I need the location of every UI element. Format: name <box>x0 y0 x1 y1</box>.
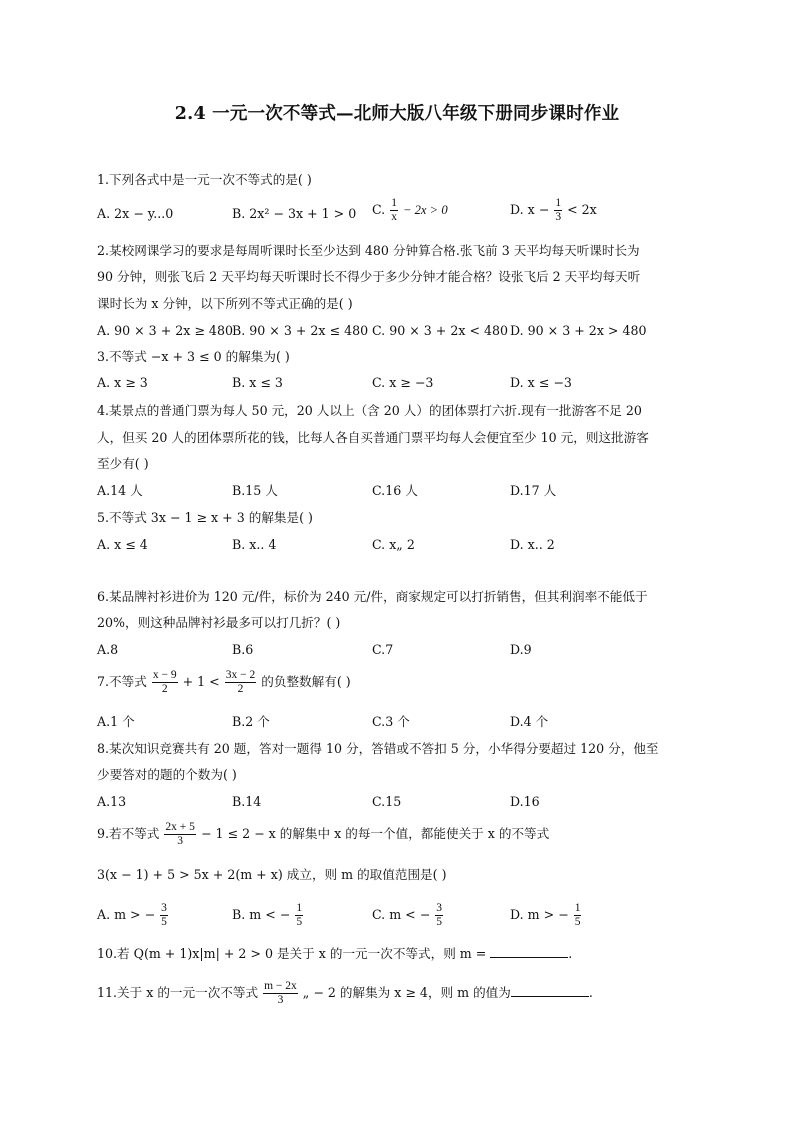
question-6-option-a: A.8 <box>97 642 119 657</box>
question-3-option-c: C. x ≥ −3 <box>372 375 434 390</box>
question-4-option-d: D.17 人 <box>510 483 557 498</box>
question-4-option-c: C.16 人 <box>372 483 418 498</box>
question-1-option-a: A. 2x − y...0 <box>97 206 174 221</box>
question-8-option-b: B.14 <box>232 794 262 809</box>
question-4-option-a: A.14 人 <box>97 483 143 498</box>
question-2-option-a: A. 90 × 3 + 2x ≥ 480 <box>97 323 233 338</box>
question-8-option-c: C.15 <box>372 794 402 809</box>
question-8-option-a: A.13 <box>97 794 127 809</box>
question-4-line-1: 4.某景点的普通门票为每人 50 元，20 人以上（含 20 人）的团体票打六折.现有一批游客不足 20 <box>97 403 642 418</box>
question-9-line-1: 9.若不等式 $\frac{2x + 5}{3}$ − 1 ≤ 2 − x 的解集中 x 的每一个值，都能使关于 x 的不等式 <box>97 821 550 847</box>
question-7-stem: 7.不等式 $\frac{x - 9}{2}$ + 1 < $\frac{3x - 2}{2}$ 的负整数解有( ) <box>97 669 351 695</box>
question-6-option-b: B.6 <box>232 642 254 657</box>
question-9-option-d: D. m > − $\frac{1}{5}$ <box>510 902 581 928</box>
question-3-option-b: B. x ≤ 3 <box>232 375 283 390</box>
question-7-option-a: A.1 个 <box>97 714 135 729</box>
question-11: 11.关于 x 的一元一次不等式 $\frac{m - 2x}{3}$ „ − 2 的解集为 x ≥ 4，则 m 的值为 . <box>97 980 593 1006</box>
page-title: 2.4 一元一次不等式—北师大版八年级下册同步课时作业 <box>174 104 620 124</box>
question-3-stem: 3.不等式 −x + 3 ≤ 0 的解集为( ) <box>97 349 290 364</box>
question-1-option-c: C. $\frac{1}{x}$ − 2x > 0 <box>372 197 448 223</box>
question-5-stem: 5.不等式 3x − 1 ≥ x + 3 的解集是( ) <box>97 510 313 525</box>
question-7-option-c: C.3 个 <box>372 714 410 729</box>
question-9-option-a: A. m > − $\frac{3}{5}$ <box>97 902 167 928</box>
question-5-option-c: C. x„ 2 <box>372 537 415 552</box>
question-6-option-c: C.7 <box>372 642 394 657</box>
answer-blank[interactable] <box>511 984 589 997</box>
question-7-option-d: D.4 个 <box>510 714 549 729</box>
question-2-line-1: 2.某校网课学习的要求是每周听课时长至少达到 480 分钟算合格.张飞前 3 天平均每天听课时长为 <box>97 243 640 258</box>
question-7-option-b: B.2 个 <box>232 714 270 729</box>
question-2-line-3: 课时长为 x 分钟，以下所列不等式正确的是( ) <box>97 296 353 311</box>
question-1-stem: 1.下列各式中是一元一次不等式的是( ) <box>97 172 312 187</box>
question-2-option-d: D. 90 × 3 + 2x > 480 <box>510 323 647 338</box>
question-9-line-2: 3(x − 1) + 5 > 5x + 2(m + x) 成立，则 m 的取值范围是( ) <box>97 867 447 882</box>
question-4-option-b: B.15 人 <box>232 483 278 498</box>
question-4-line-3: 至少有( ) <box>97 456 149 471</box>
question-9-option-c: C. m < − $\frac{3}{5}$ <box>372 902 443 928</box>
question-6-option-d: D.9 <box>510 642 532 657</box>
question-1-option-b: B. 2x² − 3x + 1 > 0 <box>232 206 357 221</box>
question-10: 10.若 Q(m + 1)x|m| + 2 > 0 是关于 x 的一元一次不等式，则 m = . <box>97 946 573 961</box>
question-8-line-1: 8.某次知识竞赛共有 20 题，答对一题得 10 分，答错或不答扣 5 分，小华得分要超过 120 分，他至 <box>97 741 659 756</box>
question-4-line-2: 人，但买 20 人的团体票所花的钱，比每人各自买普通门票平均每人会便宜至少 10 元，则这批游客 <box>97 430 649 445</box>
question-3-option-d: D. x ≤ −3 <box>510 375 572 390</box>
answer-blank[interactable] <box>490 945 568 958</box>
question-2-option-c: C. 90 × 3 + 2x < 480 <box>372 323 509 338</box>
question-8-line-2: 少要答对的题的个数为( ) <box>97 767 237 782</box>
question-5-option-d: D. x.. 2 <box>510 537 555 552</box>
question-2-line-2: 90 分钟，则张飞后 2 天平均每天听课时长不得少于多少分钟才能合格？设张飞后 2 天平均每天听 <box>97 269 641 284</box>
question-9-option-b: B. m < − $\frac{1}{5}$ <box>232 902 303 928</box>
question-8-option-d: D.16 <box>510 794 540 809</box>
question-6-line-2: 20%，则这种品牌衬衫最多可以打几折？( ) <box>97 615 341 630</box>
question-1-option-d: D. x − $\frac{1}{3}$ < 2x <box>510 197 597 223</box>
question-6-line-1: 6.某品牌衬衫进价为 120 元/件，标价为 240 元/件，商家规定可以打折销售，但其利润率不能低于 <box>97 589 648 604</box>
question-3-option-a: A. x ≥ 3 <box>97 375 148 390</box>
question-5-option-b: B. x.. 4 <box>232 537 277 552</box>
question-5-option-a: A. x ≤ 4 <box>97 537 148 552</box>
question-2-option-b: B. 90 × 3 + 2x ≤ 480 <box>232 323 369 338</box>
